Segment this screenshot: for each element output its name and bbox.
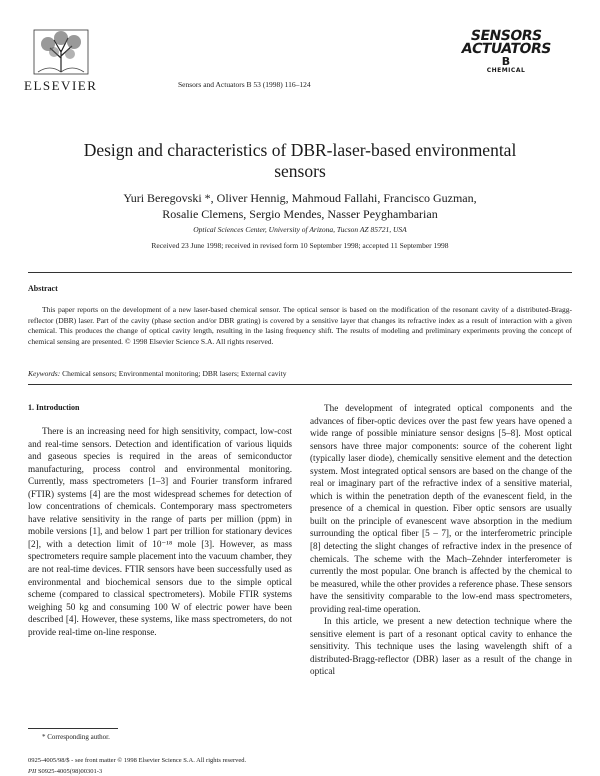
title-line-1: Design and characteristics of DBR-laser-based environmental (83, 140, 517, 160)
pii-line (28, 768, 102, 775)
title-line-2: sensors (274, 161, 326, 181)
section-heading: 1. Introduction (28, 403, 80, 412)
left-column (28, 425, 292, 638)
journal-logo (452, 30, 560, 88)
left-paragraph: There is an increasing need for high sensitivity, compact, low-cost and real-time sensors. Detection and identification of various liquids and gaseous species is required in the areas of semiconductor manufacturing, process control and environmental monitoring. Currently, mass spectrometers [1–3] and Fourier transform infrared (FTIR) systems [4] are the most widespread schemes for detection of low concentrations of chemicals. Contemporary mass spectrometers have relative sensitivity in the range of parts per million (ppm) in mobile versions [1], and below 1 part per trillion for stationary devices [2], with a detection limit of 10⁻¹⁸ mole [3]. However, as mass spectrometers require sample placement into the vacuum chamber, they are not real-time devices. FTIR sensors have been successfully used as environmental and biochemical sensors due to the simple optical scheme (compared to classical spectrometers). Mobile FTIR systems weighing 50 kg and consuming 100 W of electric power have been described [4]. However, these systems, like mass spectrometers, do not provide real-time on-line response. (28, 426, 292, 637)
affiliation: Optical Sciences Center, University of Arizona, Tucson AZ 85721, USA (193, 225, 407, 234)
authors-line-1: Yuri Beregovski *, Oliver Hennig, Mahmoud Fallahi, Francisco Guzman, (123, 191, 477, 205)
received-dates: Received 23 June 1998; received in revised form 10 September 1998; accepted 11 September 1998 (151, 241, 449, 250)
keywords-label: Keywords: (28, 369, 61, 378)
keywords-line (28, 369, 572, 378)
divider-top (28, 272, 572, 273)
authors-line-2: Rosalie Clemens, Sergio Mendes, Nasser Peyghambarian (162, 207, 438, 221)
right-column (310, 402, 572, 678)
footnote: * Corresponding author. (42, 733, 110, 741)
abstract-heading: Abstract (28, 284, 58, 293)
journal-logo-line4: CHEMICAL (486, 67, 526, 74)
author-list (50, 190, 550, 222)
keywords-text: Chemical sensors; Environmental monitoring; DBR lasers; External cavity (62, 369, 287, 378)
pii-label: PII (28, 768, 37, 775)
front-matter-line: 0925-4005/98/$ - see front matter © 1998 Elsevier Science S.A. All rights reserved. (28, 757, 247, 764)
pii-value: S0925-4005(98)00301-3 (37, 768, 103, 775)
footnote-rule (28, 728, 118, 729)
abstract-body: This paper reports on the development of a new laser-based chemical sensor. The optical sensor is based on the modification of the resonant cavity of a distributed-Bragg-reflector (DBR) laser. Part of the cavity (phase section and/or DBR grating) is covered by a sensitive layer that changes its refractive index as a result of interaction with a given chemical. This produces the change of optical cavity length, resulting in the lasing frequency shift. The results of modeling and preliminary experiments proving the concept of chemical sensing are presented. © 1998 Elsevier Science S.A. All rights reserved. (28, 305, 572, 346)
journal-logo-line2: ACTUATORS (460, 41, 553, 57)
journal-logo-line3: B (501, 55, 511, 68)
article-title (40, 140, 560, 182)
right-paragraph-2: In this article, we present a new detection technique where the sensitive element is part of a resonant optical cavity to enhance the sensitivity. This technique uses the lasing wavelength shift of a distributed-Bragg-reflector (DBR) laser as a result of the change in optical (310, 616, 572, 677)
journal-citation: Sensors and Actuators B 53 (1998) 116–124 (178, 80, 311, 89)
right-paragraph-1: The development of integrated optical components and the advances of fiber-optic devices over the past few years have opened a wide range of possible miniature sensor designs [5–8]. Most optical sensors have three major components: source of the coherent light (typically laser diode), chemically sensitive element and the detection system. Most integrated optical sensors are based on the change of the real or imaginary part of the refractive index of a sensitive material, which is within the penetration depth of the evanescent field, in the presence of a chemical in question. Fiber optic sensors are usually built on the principle of evanescent wave absorption in the medium surrounding the optical fiber [5 – 7], or the interferometric principle [8] detecting the slight changes of refractive index in the presence of chemicals. The scheme with the Mach–Zehnder interferometer is currently the most popular. One branch is affected by the chemical to be measured, while the other provides a reference phase. These sensors have the sensitivity comparable to the low-end mass spectrometers, providing real-time operation. (310, 403, 572, 614)
publisher-name: ELSEVIER (24, 78, 98, 93)
divider-bottom (28, 384, 572, 385)
journal-logo-line1: SENSORS (469, 28, 543, 44)
